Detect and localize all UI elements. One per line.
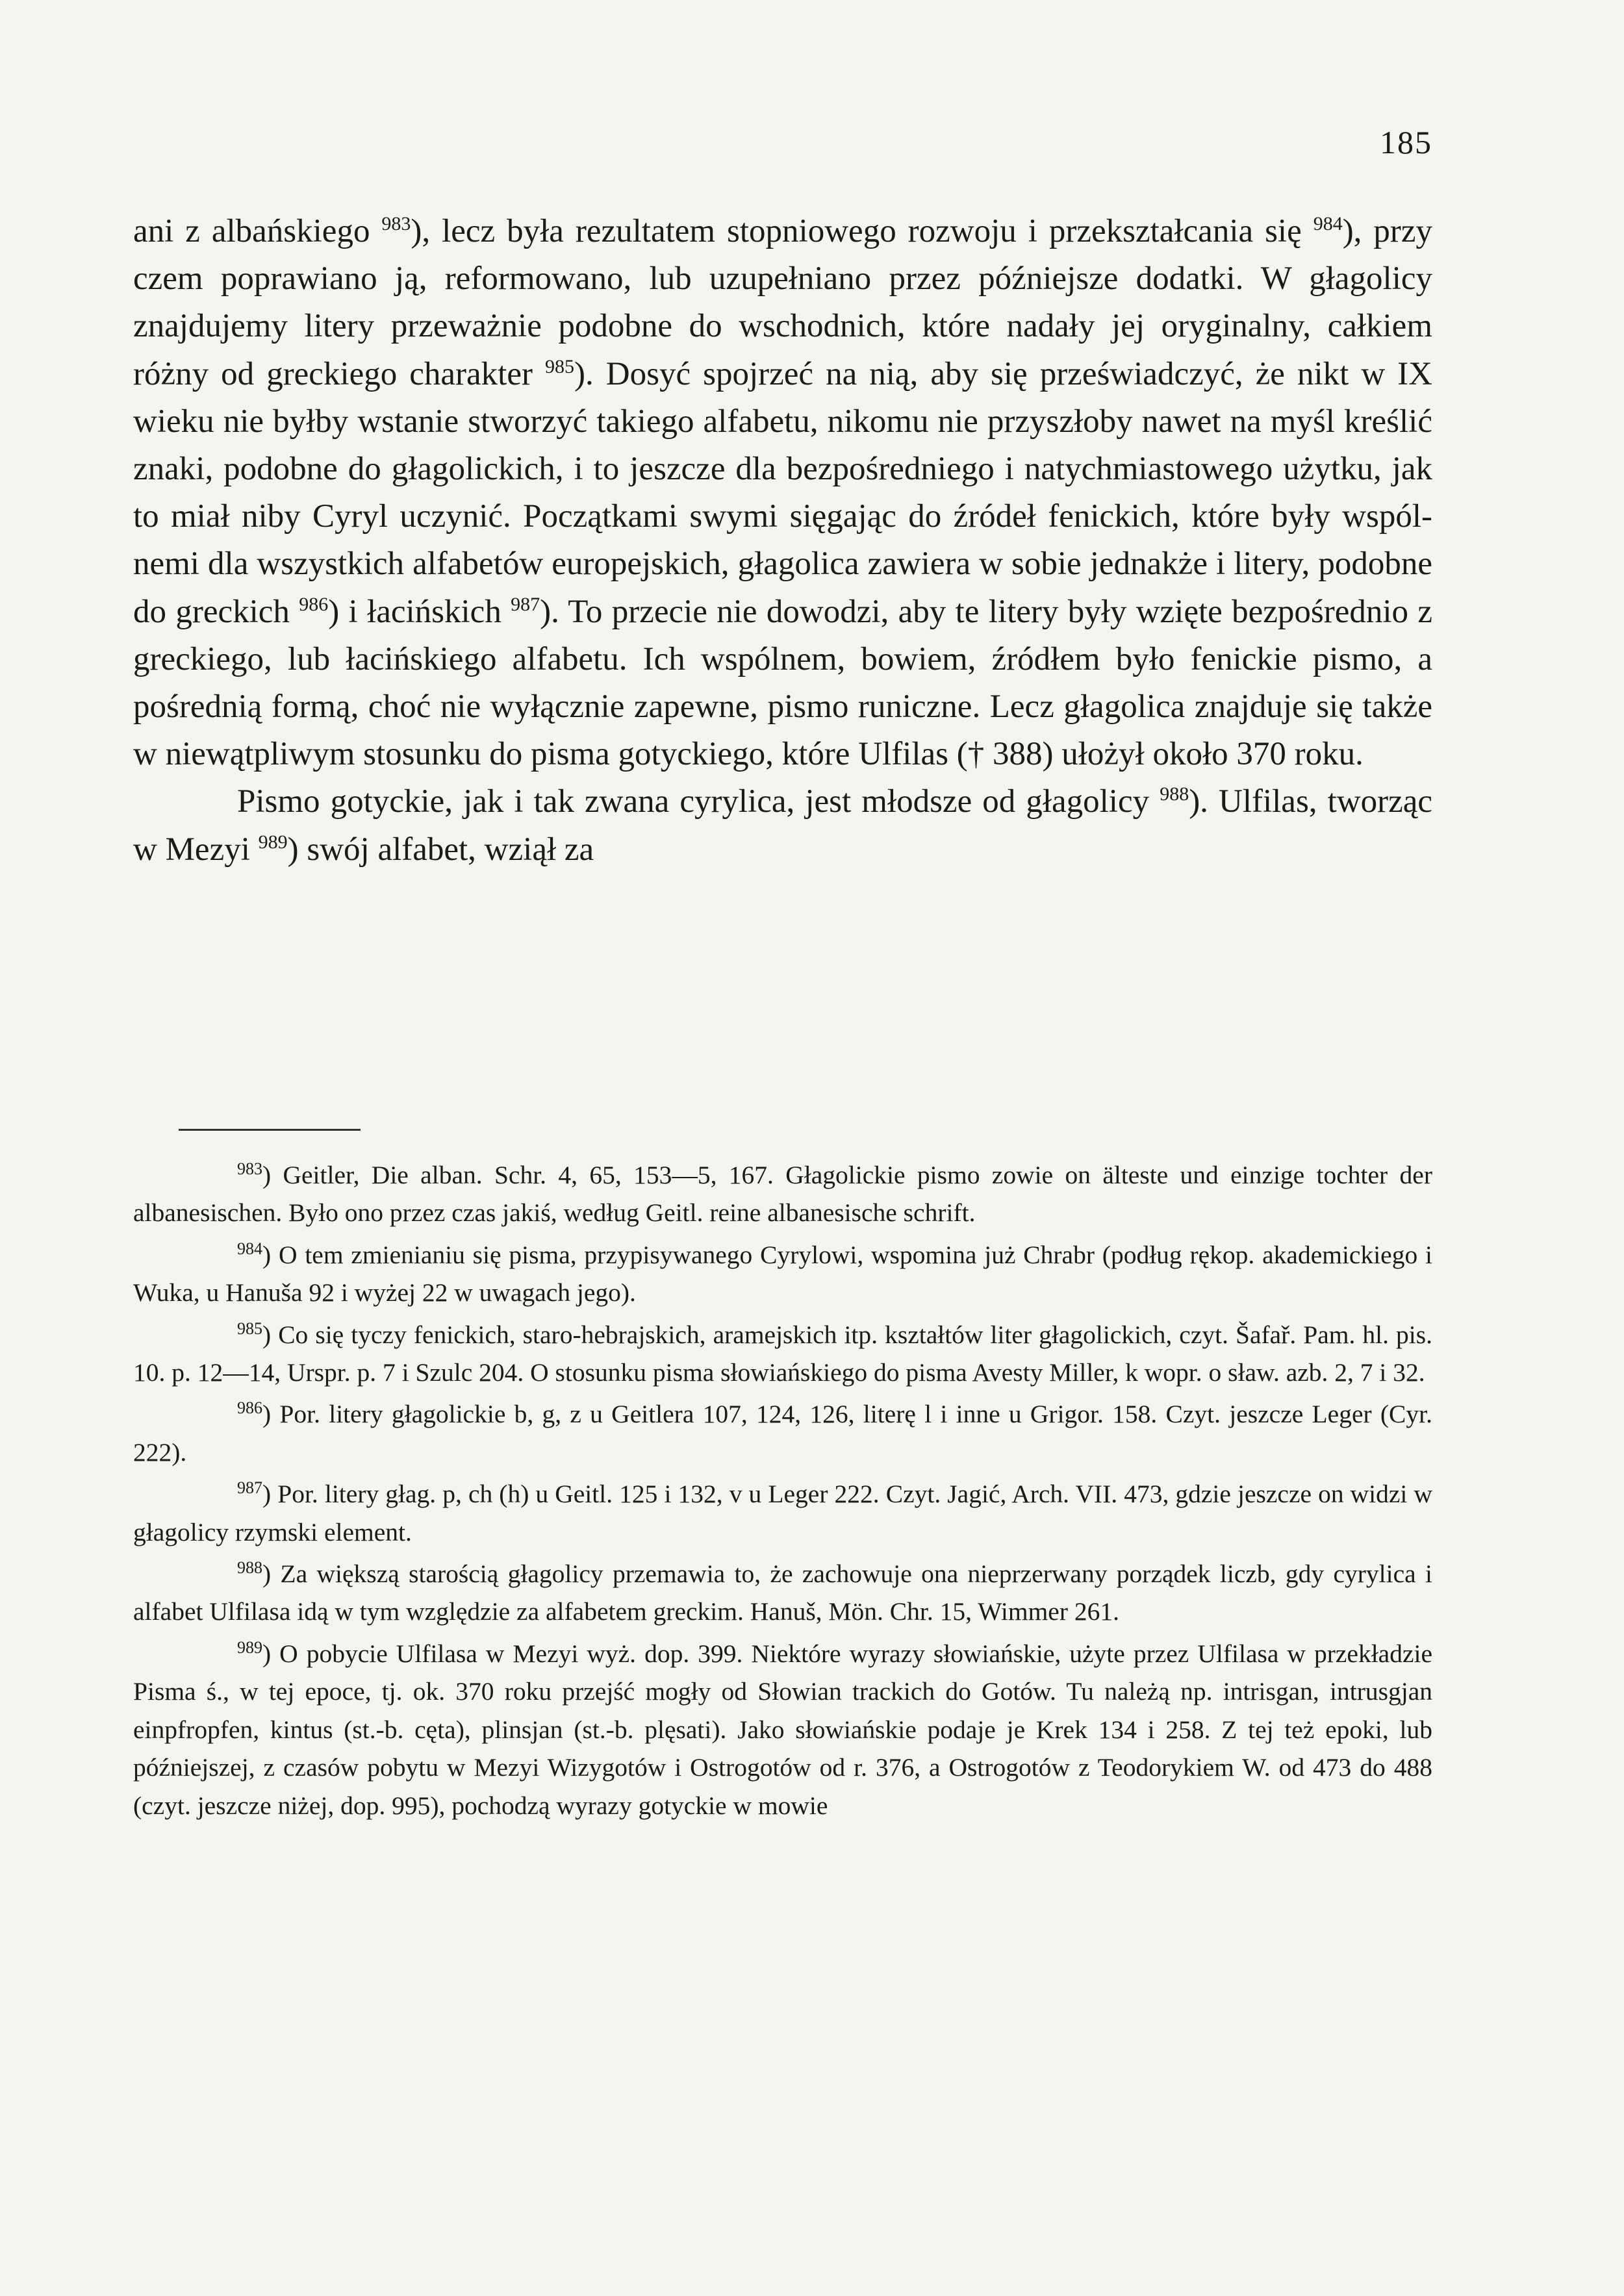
book-page <box>133 123 1432 2228</box>
footnote-number: 988 <box>237 1558 262 1577</box>
footnote <box>133 1555 1432 1631</box>
footnote-reference[interactable]: 986 <box>299 593 329 615</box>
main-text <box>133 208 1432 874</box>
footnote-text: ) O pobycie Ulfilasa w Mezyi wyż. dop. 399. Niektóre wyrazy słowiańskie, użyte przez Ulfilasa w przekładzie Pisma ś., w tej epoce, tj. ok. 370 roku przejść mogły od Słowian trackich do Gotów. Tu należą np. intrisgan, intrusgjan einpfropfen, kintus (st.-b. cęta), plinsjan (st.-b. plęsati). Jako słowiańskie podaje je Krek 134 i 258. Z tej też epoki, lub późniejszej, z czasów pobytu w Mezyi Wizygotów i Ostrogotów od r. 376, a Ostrogotów z Teodorykiem W. od 473 do 488 (czyt. jeszcze niżej, dop. 995), pochodzą wyrazy gotyckie w mowie <box>133 1639 1432 1820</box>
footnote <box>133 1156 1432 1232</box>
footnote-reference[interactable]: 989 <box>258 831 288 853</box>
paragraph-text: ). Dosyć spojrzeć na nią, aby się przeświadczyć, że nikt w IX wieku nie byłby wstanie stworzyć takiego alfabetu, nikomu nie przyszłoby nawet na myśl kreślić znaki, podobne do głagolickich, i to jeszcze dla bezpośredniego i natychmiastowego użytku, jak to miał niby Cyryl uczynić. Początkami swymi sięgając do źródeł fenickich, które były wspólnemi dla wszystkich alfabetów europejskich, głagolica zawiera w sobie jednakże i litery, podobne do greckich <box>133 355 1432 630</box>
footnote <box>133 1236 1432 1312</box>
footnote-number: 989 <box>237 1637 262 1657</box>
footnote <box>133 1475 1432 1551</box>
footnote <box>133 1635 1432 1824</box>
footnote-text: ) Por. litery głagolickie b, g, z u Geitlera 107, 124, 126, literę l i inne u Grigor. 158. Czyt. jeszcze Leger (Cyr. 222). <box>133 1400 1432 1467</box>
footnote <box>133 1395 1432 1471</box>
paragraph-text: Pismo gotyckie, jak i tak zwana cyrylica, jest młodsze od głagolicy <box>237 783 1160 820</box>
footnote-text: ) Por. litery głag. p, ch (h) u Geitl. 125 i 132, v u Leger 222. Czyt. Jagić, Arch. VII. 473, gdzie jeszcze on widzi w głagolicy rzymski element. <box>133 1480 1432 1546</box>
footnote-reference[interactable]: 983 <box>381 213 411 234</box>
footnotes <box>133 1156 1432 1828</box>
paragraph-text: ). Ulfilas, tworząc w Mezyi <box>133 783 1432 868</box>
paragraph-text: ). To przecie nie dowodzi, aby te litery były wzięte bezpośrednio z greckiego, lub łacińskiego alfabetu. Ich wspólnem, bowiem, źródłem było fenickie pismo, a pośrednią formą, choć nie wyłącznie zapewne, pismo runiczne. Lecz głagolica znajduje się także w niewątpliwym stosunku do pisma gotyckiego, które Ulfilas († 388) ułożył około 370 roku. <box>133 593 1432 773</box>
footnote <box>133 1316 1432 1392</box>
paragraph-text: ), lecz była rezultatem stopniowego rozwoju i przekształcania się <box>411 213 1313 249</box>
footnote-text: ) Za większą starością głagolicy przemawia to, że zachowuje ona nieprzerwany porządek liczb, gdy cyrylica i alfabet Ulfilasa idą w tym względzie za alfabetem greckim. Hanuš, Mön. Chr. 15, Wimmer 261. <box>133 1559 1432 1626</box>
footnote-reference[interactable]: 985 <box>545 355 575 377</box>
footnote-divider <box>179 1129 361 1131</box>
footnote-reference[interactable]: 988 <box>1160 783 1189 805</box>
page-number: 185 <box>1380 124 1432 160</box>
paragraph <box>133 208 1432 778</box>
footnote-number: 984 <box>237 1239 262 1258</box>
paragraph-text: ani z albańskiego <box>133 213 382 249</box>
paragraph-text: ) swój alfabet, wziął za <box>287 831 594 868</box>
footnote-text: ) O tem zmienianiu się pisma, przypisywanego Cyrylowi, wspomina już Chrabr (podług rękop. akademickiego i Wuka, u Hanuša 92 i wyżej 22 w uwagach jego). <box>133 1240 1432 1307</box>
footnote-text: ) Co się tyczy fenickich, staro-hebrajskich, aramejskich itp. kształtów liter głagolickich, czyt. Šafař. Pam. hl. pis. 10. p. 12—14, Urspr. p. 7 i Szulc 204. O stosunku pisma słowiańskiego do pisma Avesty Miller, k wopr. o sław. azb. 2, 7 i 32. <box>133 1320 1432 1387</box>
paragraph-text: ), przy czem poprawiano ją, reformowano, lub uzupełniano przez późniejsze dodatki. W głagolicy znajdujemy litery przeważnie podobne do wschodnich, które nadały jej oryginalny, całkiem różny od greckiego charakter <box>133 213 1432 392</box>
footnote-number: 983 <box>237 1159 262 1178</box>
footnote-number: 987 <box>237 1478 262 1498</box>
paragraph-text: ) i łacińskich <box>328 593 511 630</box>
footnote-reference[interactable]: 984 <box>1313 213 1343 234</box>
paragraph <box>133 778 1432 873</box>
footnote-number: 985 <box>237 1318 262 1338</box>
footnote-reference[interactable]: 987 <box>511 593 540 615</box>
footnote-text: ) Geitler, Die alban. Schr. 4, 65, 153—5, 167. Głagolickie pismo zowie on älteste und einzige tochter der albanesischen. Było ono przez czas jakiś, według Geitl. reine albanesische schrift. <box>133 1161 1432 1228</box>
footnote-number: 986 <box>237 1398 262 1418</box>
